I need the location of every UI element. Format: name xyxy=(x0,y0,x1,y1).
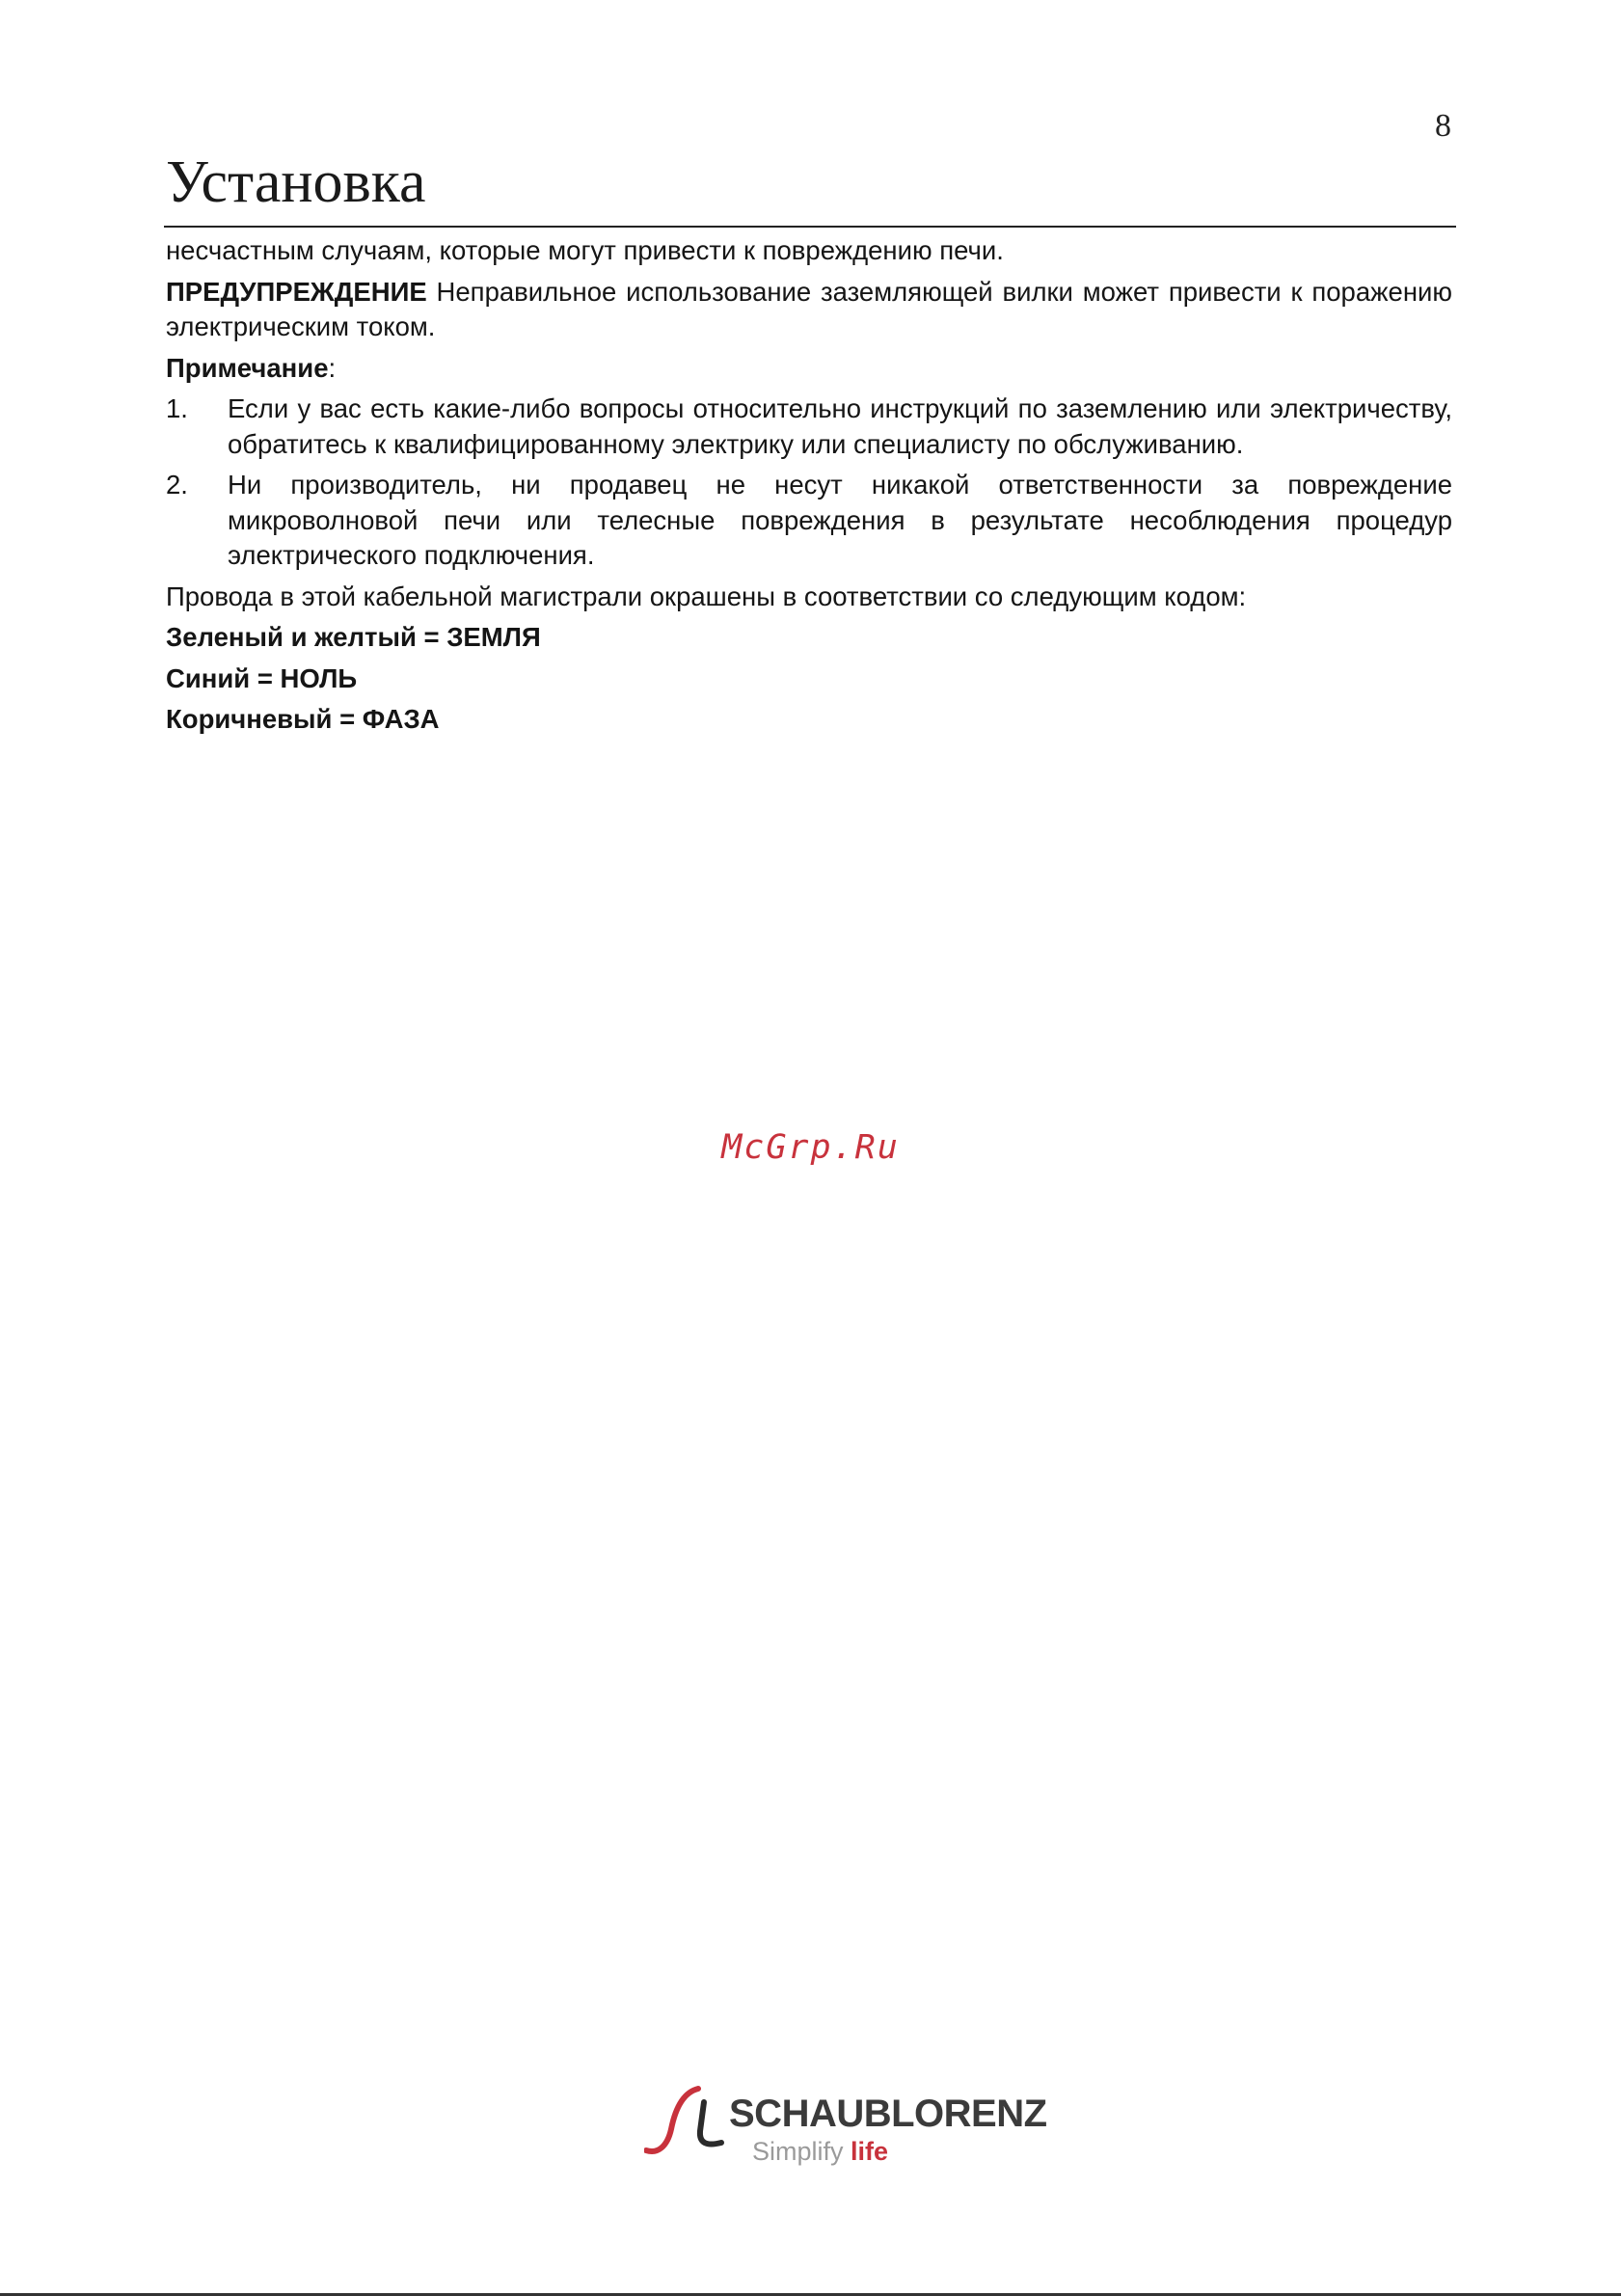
list-item-text: Если у вас есть какие-либо вопросы относительно инструкций по заземлению или электричеству, обратитесь к квалифицированному электрику или специалисту по обслуживанию. xyxy=(228,393,1452,459)
list-item-text: Ни производитель, ни продавец не несут никакой ответственности за повреждение микроволновой печи или телесные повреждения в результате несоблюдения процедур электрического подключения. xyxy=(228,470,1452,570)
page-number: 8 xyxy=(1435,108,1451,144)
wire-intro: Провода в этой кабельной магистрали окрашены в соответствии со следующим кодом: xyxy=(166,581,1247,611)
continuation-paragraph: несчастным случаям, которые могут привести к повреждению печи. xyxy=(166,235,1004,265)
wire-code-earth: Зеленый и желтый = ЗЕМЛЯ xyxy=(166,622,541,652)
note-list xyxy=(166,392,1452,574)
wire-code-neutral: Синий = НОЛЬ xyxy=(166,662,358,693)
brand-logo xyxy=(644,2083,1049,2170)
brand-tagline xyxy=(752,2137,888,2167)
brand-swoosh-icon xyxy=(644,2083,731,2170)
brand-tagline-life: life xyxy=(851,2137,889,2166)
watermark: McGrp.Ru xyxy=(721,1128,900,1167)
document-body xyxy=(166,233,1452,743)
list-item-number: 1. xyxy=(166,393,188,423)
note-label: Примечание xyxy=(166,352,329,383)
brand-tagline-simplify: Simplify xyxy=(752,2137,851,2166)
warning-paragraph xyxy=(166,275,1452,345)
warning-label: ПРЕДУПРЕЖДЕНИЕ xyxy=(166,276,427,307)
list-item xyxy=(166,392,1452,462)
warning-text: Неправильное использование заземляющей вилки может привести к поражению электрическим током. xyxy=(166,276,1452,341)
wire-code-phase: Коричневый = ФАЗА xyxy=(166,704,440,734)
note-colon: : xyxy=(328,352,337,383)
section-title: Установка xyxy=(166,149,426,215)
brand-name: SCHAUBLORENZ xyxy=(729,2093,1047,2135)
title-divider xyxy=(164,226,1456,228)
note-heading xyxy=(166,351,1452,387)
list-item-number: 2. xyxy=(166,470,188,500)
list-item xyxy=(166,468,1452,574)
